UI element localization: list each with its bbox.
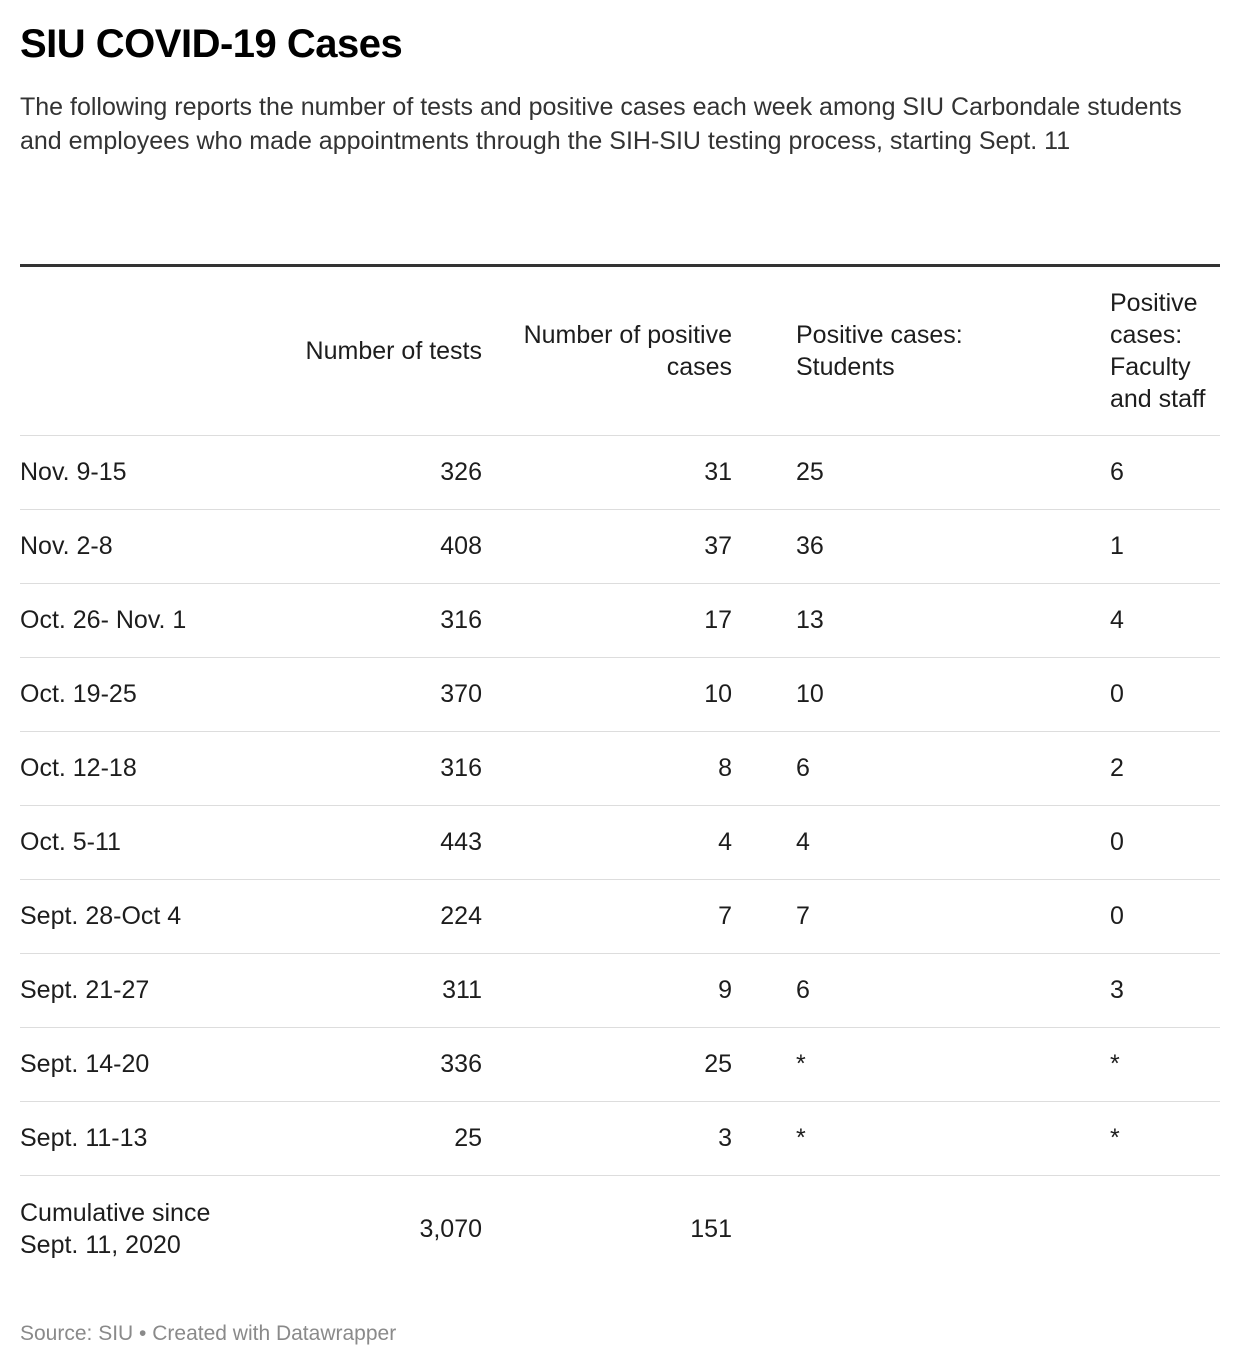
table-row <box>20 880 1220 954</box>
students-cell: 6 <box>732 954 1046 1028</box>
faculty-staff-cell: * <box>1046 1102 1220 1176</box>
header-cell-week <box>20 266 270 436</box>
positive-cases-cell: 4 <box>482 806 732 880</box>
week-label-cell: Oct. 26- Nov. 1 <box>20 584 270 658</box>
week-label-cell: Sept. 21-27 <box>20 954 270 1028</box>
positive-cases-cell: 25 <box>482 1028 732 1102</box>
tests-cell: 316 <box>270 732 482 806</box>
tests-cell: 326 <box>270 436 482 510</box>
students-cell: 25 <box>732 436 1046 510</box>
week-label-cell: Nov. 2-8 <box>20 510 270 584</box>
source-footer: Source: SIU • Created with Datawrapper <box>20 1322 397 1345</box>
positive-cases-cell: 7 <box>482 880 732 954</box>
students-cell <box>732 1176 1046 1283</box>
faculty-staff-cell: 6 <box>1046 436 1220 510</box>
positive-cases-cell: 17 <box>482 584 732 658</box>
table-row <box>20 584 1220 658</box>
week-label-cell: Oct. 19-25 <box>20 658 270 732</box>
tests-cell: 408 <box>270 510 482 584</box>
chart-title: SIU COVID-19 Cases <box>20 22 403 66</box>
header-cell-students: Positive cases: Students <box>732 266 1046 436</box>
table-row <box>20 732 1220 806</box>
students-cell: 6 <box>732 732 1046 806</box>
table-row <box>20 1028 1220 1102</box>
week-label-cell: Sept. 11-13 <box>20 1102 270 1176</box>
table-row <box>20 1176 1220 1283</box>
positive-cases-cell: 8 <box>482 732 732 806</box>
faculty-staff-cell: 3 <box>1046 954 1220 1028</box>
table-row <box>20 954 1220 1028</box>
tests-cell: 370 <box>270 658 482 732</box>
students-cell: 36 <box>732 510 1046 584</box>
students-cell: 10 <box>732 658 1046 732</box>
tests-cell: 224 <box>270 880 482 954</box>
table-row <box>20 510 1220 584</box>
week-label-cell: Cumulative since Sept. 11, 2020 <box>20 1199 211 1259</box>
tests-cell: 311 <box>270 954 482 1028</box>
faculty-staff-cell: 0 <box>1046 806 1220 880</box>
week-label-cell: Sept. 28-Oct 4 <box>20 880 270 954</box>
week-label-cell: Sept. 14-20 <box>20 1028 270 1102</box>
students-cell: 7 <box>732 880 1046 954</box>
tests-cell: 3,070 <box>419 1215 482 1243</box>
table-row <box>20 658 1220 732</box>
faculty-staff-cell: 0 <box>1046 658 1220 732</box>
header-cell-tests: Number of tests <box>270 266 482 436</box>
students-cell: * <box>732 1028 1046 1102</box>
positive-cases-cell: 10 <box>482 658 732 732</box>
data-table <box>20 264 1220 1282</box>
tests-cell: 25 <box>270 1102 482 1176</box>
positive-cases-cell: 37 <box>482 510 732 584</box>
tests-cell: 316 <box>270 584 482 658</box>
week-label-cell: Oct. 12-18 <box>20 732 270 806</box>
faculty-staff-cell: 1 <box>1046 510 1220 584</box>
header-cell-faculty-staff: Positive cases: Faculty and staff <box>1046 266 1220 436</box>
students-cell: * <box>732 1102 1046 1176</box>
tests-cell: 443 <box>270 806 482 880</box>
chart-container <box>20 18 1220 1259</box>
week-label-cell: Oct. 5-11 <box>20 806 270 880</box>
week-label-cell: Nov. 9-15 <box>20 436 270 510</box>
faculty-staff-cell: 0 <box>1046 880 1220 954</box>
faculty-staff-cell: 4 <box>1046 584 1220 658</box>
positive-cases-cell: 3 <box>482 1102 732 1176</box>
faculty-staff-cell: * <box>1046 1028 1220 1102</box>
table-header-row <box>20 266 1220 436</box>
faculty-staff-cell <box>1046 1176 1220 1283</box>
table-row <box>20 436 1220 510</box>
positive-cases-cell: 31 <box>482 436 732 510</box>
table-row <box>20 806 1220 880</box>
header-cell-positive-cases: Number of positive cases <box>482 266 732 436</box>
positive-cases-cell: 151 <box>690 1215 732 1243</box>
students-cell: 13 <box>732 584 1046 658</box>
chart-description: The following reports the number of tests and positive cases each week among SIU Carbondale students and employees who made appointments through the SIH-SIU testing process, starting Sept. 11 <box>20 93 1182 155</box>
table-row <box>20 1102 1220 1176</box>
faculty-staff-cell: 2 <box>1046 732 1220 806</box>
students-cell: 4 <box>732 806 1046 880</box>
positive-cases-cell: 9 <box>482 954 732 1028</box>
tests-cell: 336 <box>270 1028 482 1102</box>
